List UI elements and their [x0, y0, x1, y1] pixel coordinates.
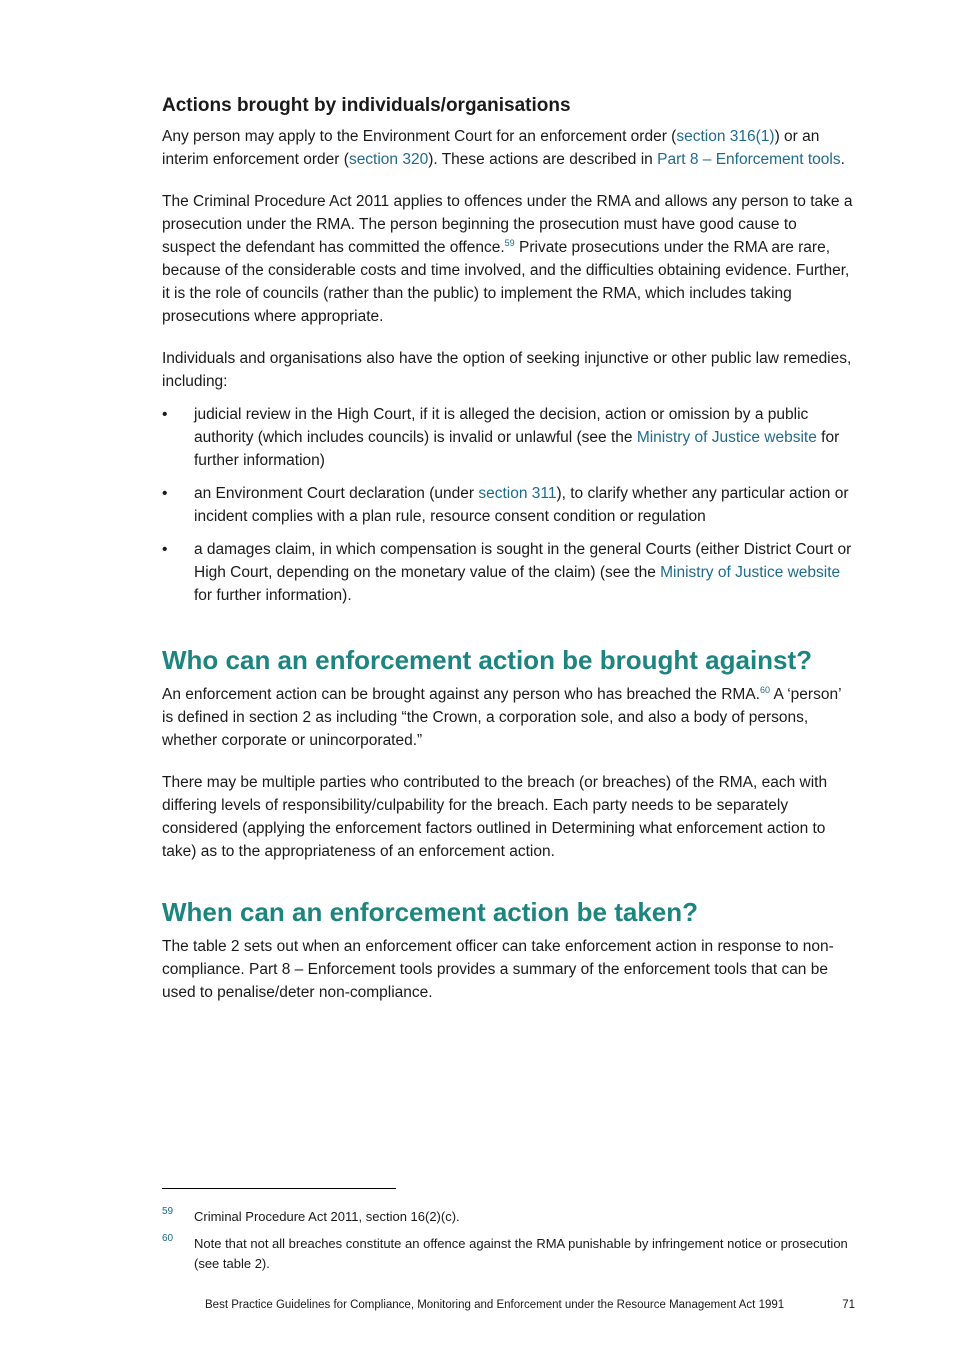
- footnote-text: Note that not all breaches constitute an offence against the RMA punishable by infringement notice or prosecution (see table 2).: [194, 1236, 848, 1271]
- footnote-60: [162, 1234, 854, 1274]
- footnote-divider: [162, 1188, 396, 1189]
- paragraph-enforcement-orders: Any person may apply to the Environment Court for an enforcement order (section 316(1)) or an interim enforcement order (section 320). These actions are described in Part 8 – Enforcement tools.: [162, 128, 845, 168]
- remedies-list: [162, 403, 854, 607]
- bullet-icon: •: [162, 406, 168, 423]
- page-number: 71: [842, 1299, 855, 1311]
- paragraph-criminal-procedure: The Criminal Procedure Act 2011 applies to offences under the RMA and allows any person to take a prosecution under the RMA. The person beginning the prosecution must have good cause to suspect the defendant has committed the offence.$^{59}$ Private prosecutions under the RMA are rare, because of the considerable costs and time involved, and the difficulties obtaining evidence. Further, it is the role of councils (rather than the public) to implement the RMA, which includes taking prosecutions where appropriate.: [162, 193, 853, 325]
- section-subheading-actions: Actions brought by individuals/organisations: [162, 95, 571, 116]
- footnote-ref-60[interactable]: 60: [759, 685, 770, 695]
- link-section-320[interactable]: section 320: [348, 151, 429, 168]
- main-content: [162, 93, 854, 1023]
- footnote-text: Criminal Procedure Act 2011, section 16(2)(c).: [194, 1209, 460, 1224]
- paragraph-multiple-parties: There may be multiple parties who contributed to the breach (or breaches) of the RMA, each with differing levels of responsibility/culpability for the breach. Each party needs to be separately considered (applying the enforcement factors outlined in Determining what enforcement action to take) as to the appropriateness of an enforcement action.: [162, 774, 828, 860]
- list-item-judicial-review: • judicial review in the High Court, if it is alleged the decision, action or omission by a public authority (which includes councils) is invalid or unlawful (see the Ministry of Justice website for further information): [162, 403, 854, 472]
- page-footer: [205, 1297, 855, 1313]
- bullet-icon: •: [162, 485, 168, 502]
- list-item-damages-claim: • a damages claim, in which compensation is sought in the general Courts (either District Court or High Court, depending on the monetary value of the claim) (see the Ministry of Justice website for further information).: [162, 538, 854, 607]
- link-section-311[interactable]: section 311: [478, 485, 557, 502]
- footnote-ref-59[interactable]: 59: [504, 238, 515, 248]
- footnote-number: 59: [162, 1206, 174, 1217]
- heading-who-can-enforcement: Who can an enforcement action be brought against?: [162, 645, 813, 675]
- list-item-court-declaration: • an Environment Court declaration (under section 311), to clarify whether any particular action or incident complies with a plan rule, resource consent condition or regulation: [162, 482, 854, 528]
- link-ministry-of-justice-website[interactable]: Ministry of Justice website: [636, 429, 817, 446]
- link-part-8-enforcement-tools[interactable]: Part 8 – Enforcement tools: [657, 151, 841, 168]
- bullet-icon: •: [162, 541, 168, 558]
- paragraph-remedies-intro: Individuals and organisations also have the option of seeking injunctive or other public law remedies, including:: [162, 350, 852, 390]
- footnote-59: [162, 1207, 854, 1227]
- paragraph-any-person: An enforcement action can be brought against any person who has breached the RMA.$^{60}$ A ‘person’ is defined in section 2 as including “the Crown, a corporation sole, and also a body of persons, whether corporate or unincorporated.”: [162, 685, 841, 749]
- heading-when-can-enforcement: When can an enforcement action be taken?: [162, 897, 698, 927]
- footer-title: Best Practice Guidelines for Compliance, Monitoring and Enforcement under the Resource Management Act 1991: [205, 1299, 785, 1311]
- footnote-number: 60: [162, 1233, 174, 1244]
- link-ministry-of-justice-website-2[interactable]: Ministry of Justice website: [660, 564, 841, 581]
- paragraph-table-2: The table 2 sets out when an enforcement officer can take enforcement action in response to non-compliance. Part 8 – Enforcement tools provides a summary of the enforcement tools that can be used to penalise/deter non-compliance.: [162, 938, 834, 1001]
- link-section-316-1[interactable]: section 316(1): [676, 128, 775, 145]
